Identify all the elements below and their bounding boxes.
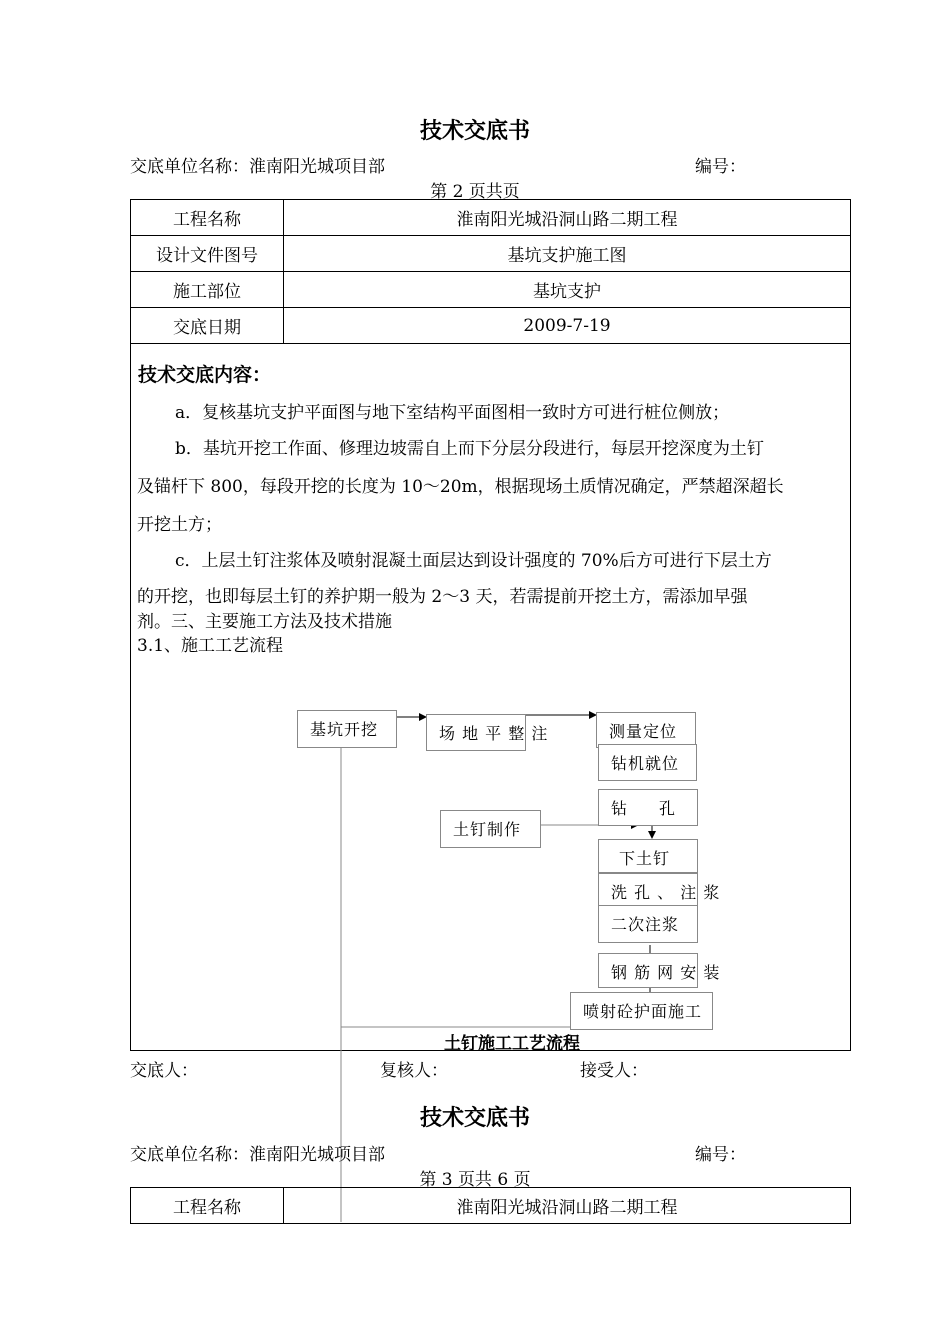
flow-step-survey: 测量定位 bbox=[596, 712, 696, 748]
table-row bbox=[131, 272, 851, 308]
row-value: 淮南阳光城沿洞山路二期工程 bbox=[284, 1188, 851, 1224]
table-row bbox=[131, 236, 851, 272]
flow-step-insert-nail: 下土钉 bbox=[598, 839, 698, 873]
table-row bbox=[131, 308, 851, 344]
page2-code-label: 编号： bbox=[695, 1145, 746, 1165]
row-label: 工程名称 bbox=[131, 1188, 284, 1224]
flow-step-excavation: 基坑开挖 bbox=[297, 710, 397, 748]
row-label: 工程名称 bbox=[131, 200, 284, 236]
table-row bbox=[131, 200, 851, 236]
signer-handover: 交底人： bbox=[130, 1061, 198, 1081]
flow-step-site-leveling: 场 地 平 整 注 bbox=[426, 714, 526, 751]
info-table bbox=[130, 199, 851, 344]
page-title: 技术交底书 bbox=[419, 118, 530, 144]
drilling-char-1: 钻 bbox=[611, 799, 629, 818]
signer-receiver: 接受人： bbox=[580, 1061, 648, 1081]
table-row bbox=[131, 1188, 851, 1224]
signer-reviewer: 复核人： bbox=[380, 1061, 448, 1081]
row-value: 淮南阳光城沿洞山路二期工程 bbox=[284, 200, 851, 236]
flow-step-nail-making: 土钉制作 bbox=[440, 810, 541, 848]
flow-step-secondary-grout: 二次注浆 bbox=[598, 905, 698, 943]
paragraph-b-line2: 及锚杆下 800，每段开挖的长度为 10～20m，根据现场土质情况确定，严禁超深超长 bbox=[137, 477, 784, 497]
flow-step-shotcrete: 喷射砼护面施工 bbox=[570, 992, 713, 1030]
drilling-char-2: 孔 bbox=[659, 799, 677, 818]
paragraph-b-line1: b．基坑开挖工作面、修理边坡需自上而下分层分段进行，每层开挖深度为土钉 bbox=[175, 439, 764, 459]
flow-step-rig-position: 钻机就位 bbox=[598, 744, 697, 781]
flow-step-mesh-install: 钢 筋 网 安 装 bbox=[598, 953, 698, 988]
page-number: 第 2 页共页 bbox=[430, 182, 520, 202]
row-label: 施工部位 bbox=[131, 272, 284, 308]
page2-unit-name: 交底单位名称：淮南阳光城项目部 bbox=[130, 1145, 385, 1165]
paragraph-a: a．复核基坑支护平面图与地下室结构平面图相一致时方可进行桩位侧放； bbox=[175, 403, 730, 423]
row-value: 2009-7-19 bbox=[284, 308, 851, 344]
paragraph-c-line3: 剂。三、主要施工方法及技术措施 bbox=[137, 612, 392, 632]
paragraph-c-line2: 的开挖，也即每层土钉的养护期一般为 2～3 天，若需提前开挖土方，需添加早强 bbox=[137, 587, 748, 607]
row-value: 基坑支护 bbox=[284, 272, 851, 308]
page2-info-table bbox=[130, 1187, 851, 1224]
code-label: 编号： bbox=[695, 157, 746, 177]
row-value: 基坑支护施工图 bbox=[284, 236, 851, 272]
paragraph-b-line3: 开挖土方； bbox=[137, 515, 222, 535]
content-heading: 技术交底内容： bbox=[138, 364, 272, 386]
unit-name: 交底单位名称：淮南阳光城项目部 bbox=[130, 157, 385, 177]
flow-step-drilling bbox=[598, 789, 698, 826]
section-3-1: 3.1、施工工艺流程 bbox=[137, 636, 284, 656]
paragraph-c-line1: c．上层土钉注浆体及喷射混凝土面层达到设计强度的 70%后方可进行下层土方 bbox=[175, 551, 772, 571]
flowchart-caption: 土钉施工工艺流程 bbox=[444, 1034, 580, 1054]
page2-page-number: 第 3 页共 6 页 bbox=[419, 1170, 531, 1190]
row-label: 交底日期 bbox=[131, 308, 284, 344]
row-label: 设计文件图号 bbox=[131, 236, 284, 272]
page2-title: 技术交底书 bbox=[419, 1105, 530, 1131]
flow-step-wash-grout: 洗 孔 、 注 浆 bbox=[598, 873, 698, 906]
